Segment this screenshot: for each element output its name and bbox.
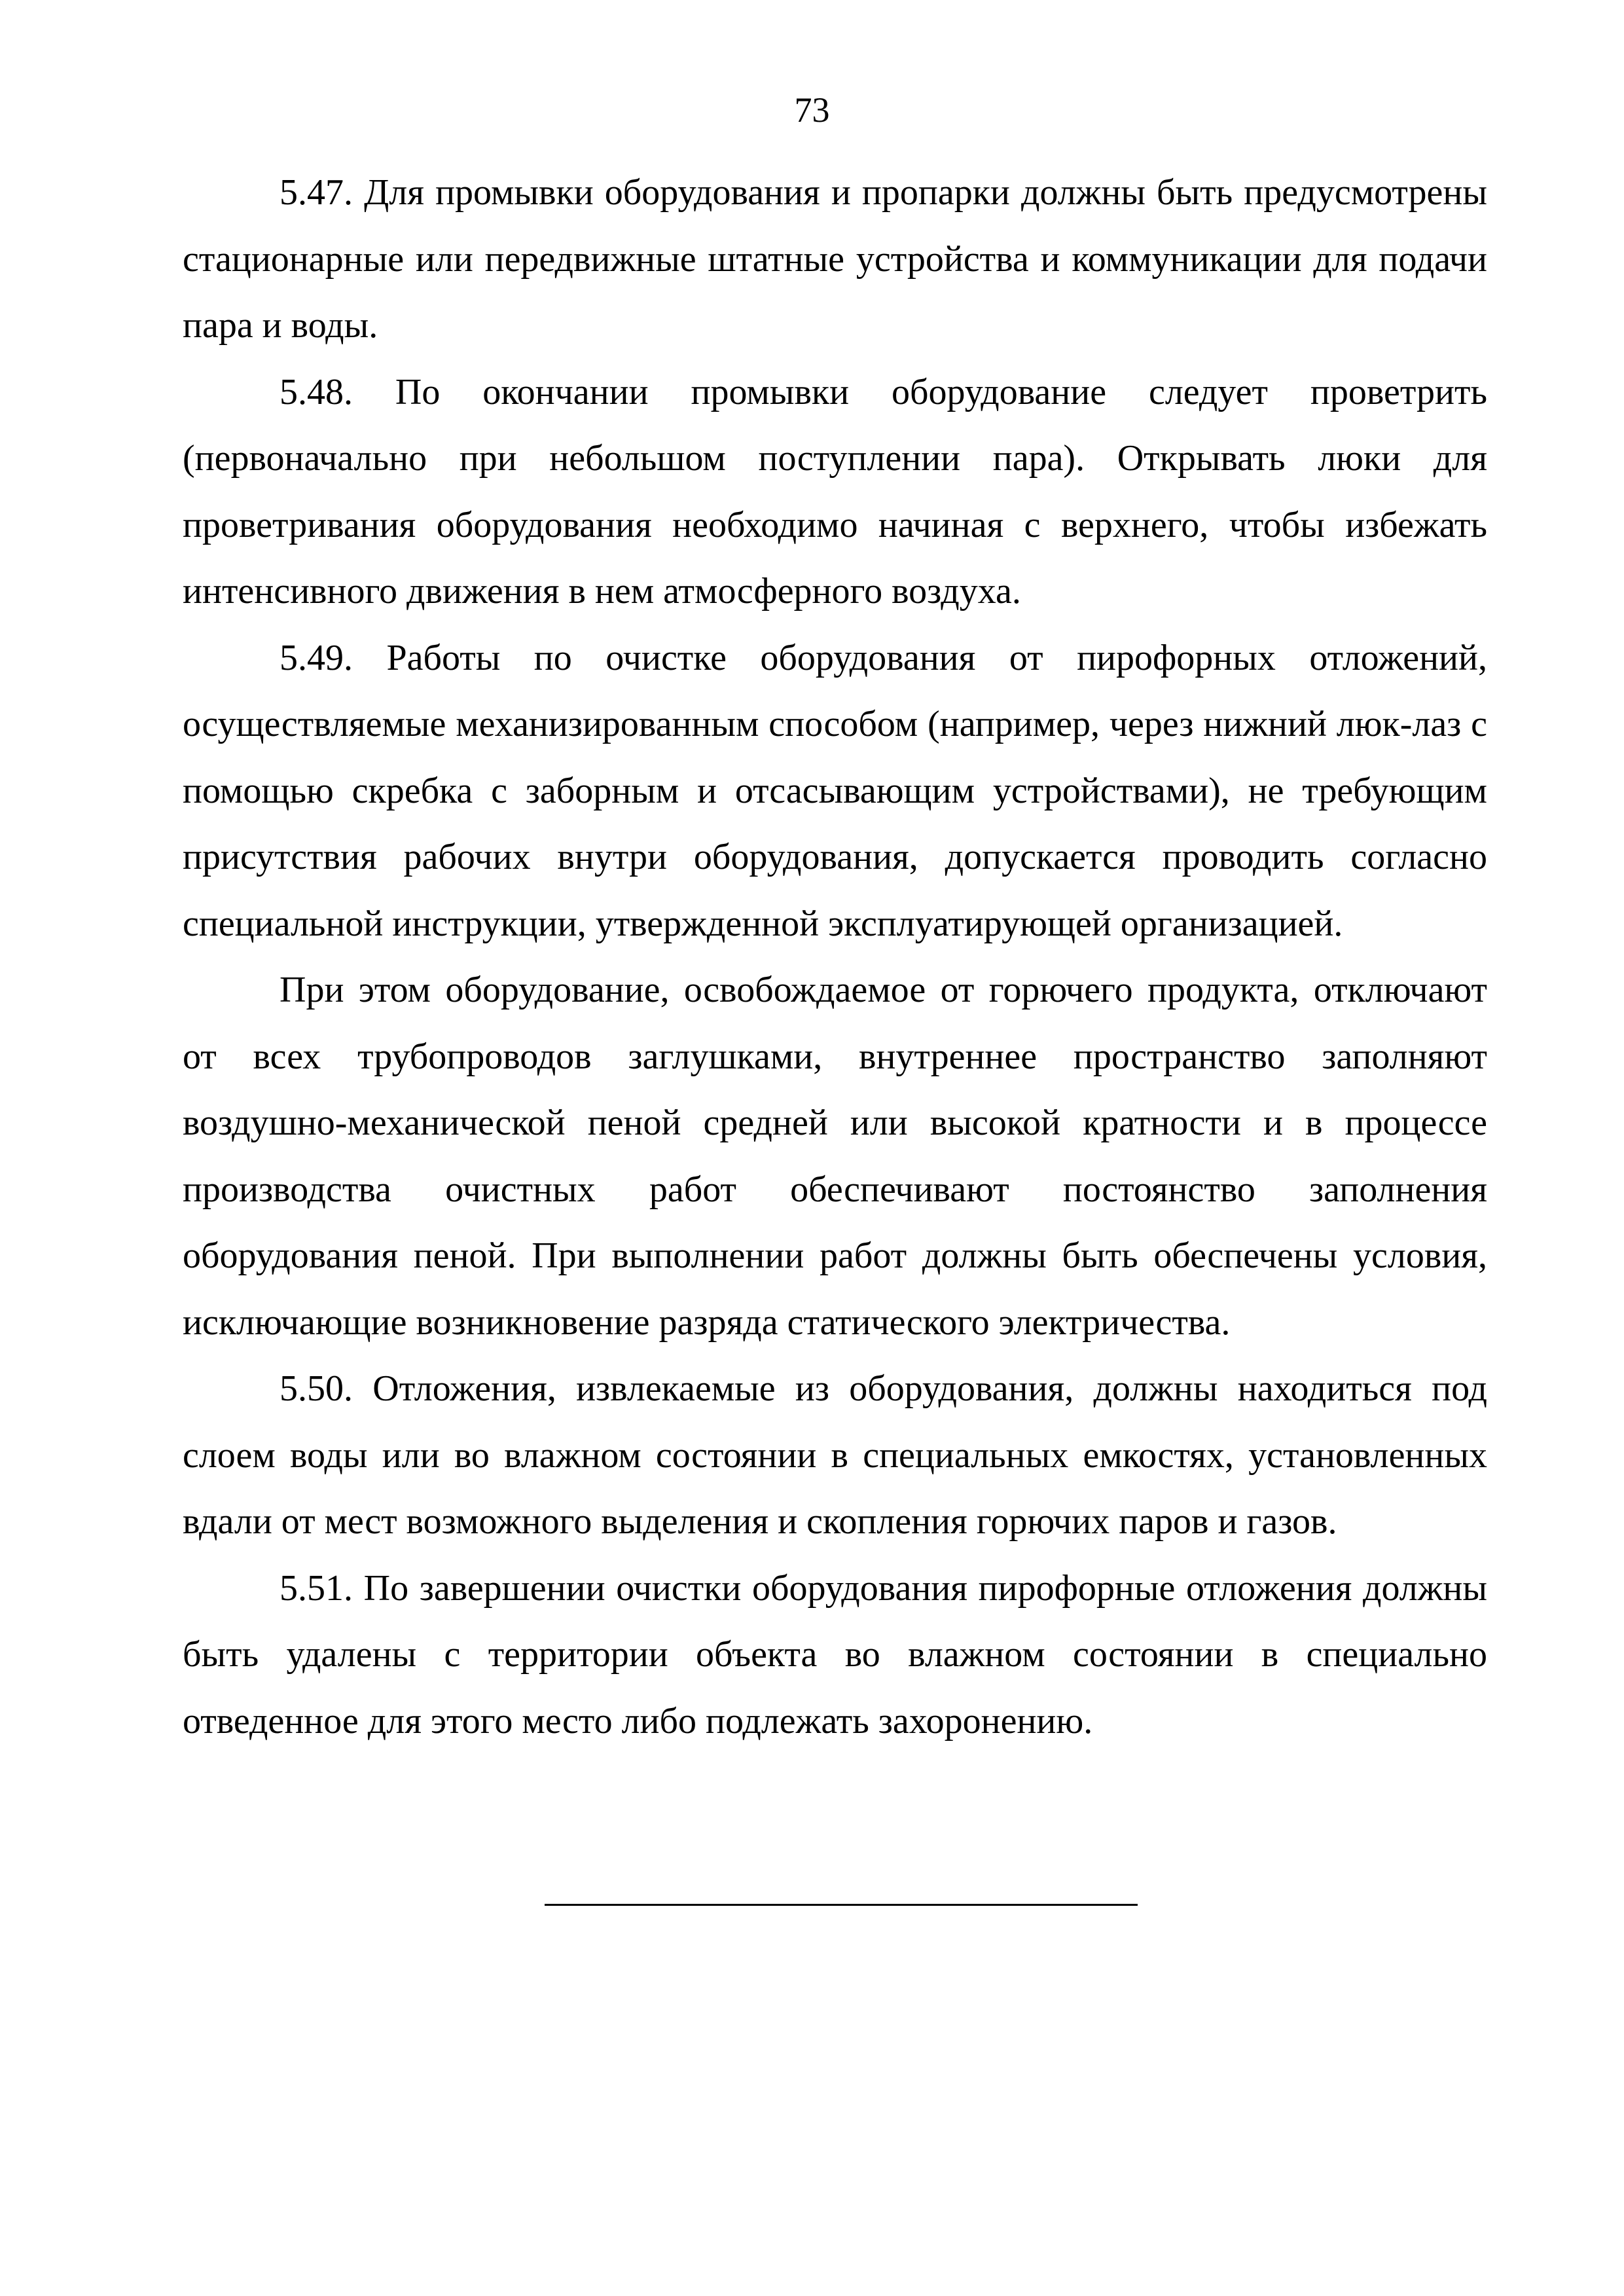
document-body [183, 160, 1487, 1755]
paragraph-5-49: 5.49. Работы по очистке оборудования от пирофорных отложений, осуществляемые механизированным способом (например, через нижний люк-лаз с помощью скребка с заборным и отсасывающим устройствами), не требующим присутствия рабочих внутри оборудования, допускается проводить согласно специальной инструкции, утвержденной эксплуатирующей организацией. [183, 637, 1487, 944]
paragraph-5-51: 5.51. По завершении очистки оборудования пирофорные отложения должны быть удалены с территории объекта во влажном состоянии в специально отведенное для этого место либо подлежать захоронению. [183, 1567, 1487, 1741]
page-number: 73 [794, 90, 830, 130]
paragraph-5-47: 5.47. Для промывки оборудования и пропарки должны быть предусмотрены стационарные или передвижные штатные устройства и коммуникации для подачи пара и воды. [183, 172, 1487, 346]
paragraph-5-50: 5.50. Отложения, извлекаемые из оборудования, должны находиться под слоем воды или во влажном состоянии в специальных емкостях, установленных вдали от мест возможного выделения и скопления горючих паров и газов. [183, 1368, 1487, 1542]
end-separator-line [545, 1904, 1138, 1906]
paragraph-5-49-continued: При этом оборудование, освобождаемое от горючего продукта, отключают от всех трубопроводов заглушками, внутреннее пространство заполняют воздушно-механической пеной средней или высокой кратности и в процессе производства очистных работ обеспечивают постоянство заполнения оборудования пеной. При выполнении работ должны быть обеспечены условия, исключающие возникновение разряда статического электричества. [183, 970, 1487, 1343]
paragraph-5-48: 5.48. По окончании промывки оборудование следует проветрить (первоначально при небольшом поступлении пара). Открывать люки для проветривания оборудования необходимо начиная с верхнего, чтобы избежать интенсивного движения в нем атмосферного воздуха. [183, 371, 1487, 611]
